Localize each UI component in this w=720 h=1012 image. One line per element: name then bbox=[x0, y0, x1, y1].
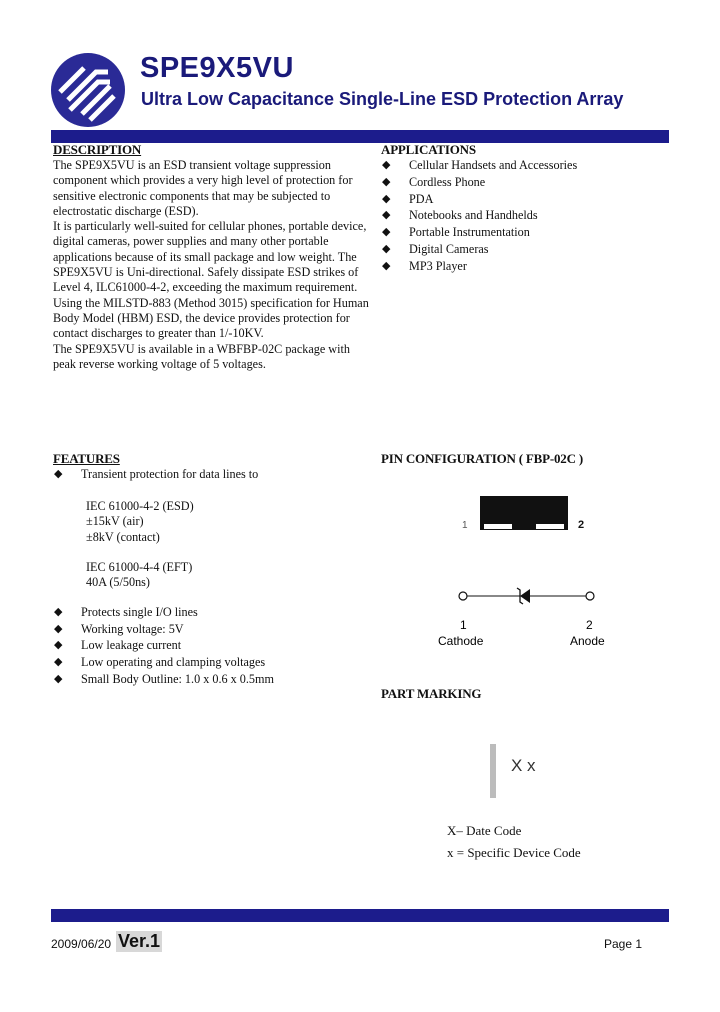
anode-number: 2 bbox=[586, 618, 593, 632]
list-item: ◆ Cellular Handsets and Accessories bbox=[382, 158, 578, 172]
description-paragraph: It is particularly well-suited for cellular phones, portable device, digital cameras, power supplies and many other portable applications because of its small package and low weight. The SPE9X5VU is Uni-directional. Safely dissipate ESD strikes of Level 4, ILC61000-4-2, exceeding the maximum requirement. Using the MILSTD-883 (Method 3015) specification for Human Body Model (HBM) ESD, the device provides protection for contact discharges to greater than 1/-10KV. bbox=[53, 219, 369, 341]
header-divider-bar bbox=[51, 130, 669, 143]
version-badge: Ver.1 bbox=[118, 931, 161, 951]
part-marking-heading: PART MARKING bbox=[381, 686, 482, 701]
pin2-label: 2 bbox=[578, 519, 585, 531]
spec-line: IEC 61000-4-2 (ESD) bbox=[86, 499, 194, 513]
spec-line: ±15kV (air) bbox=[86, 514, 144, 529]
spec-line: ±8kV (contact) bbox=[86, 529, 160, 544]
diamond-bullet-icon: ◆ bbox=[382, 259, 391, 272]
pin-config-heading: PIN CONFIGURATION ( FBP-02C ) bbox=[381, 451, 583, 466]
list-item: ◆ Transient protection for data lines to bbox=[54, 467, 259, 481]
company-logo-icon bbox=[50, 52, 126, 128]
product-title: SPE9X5VU bbox=[140, 52, 294, 84]
diamond-bullet-icon: ◆ bbox=[54, 468, 63, 480]
diamond-bullet-icon: ◆ bbox=[54, 672, 63, 685]
diamond-bullet-icon: ◆ bbox=[54, 622, 63, 635]
esd-spec-block bbox=[86, 499, 194, 545]
page-number: Page 1 bbox=[604, 937, 643, 951]
diamond-bullet-icon: ◆ bbox=[382, 242, 391, 255]
list-item: ◆ Digital Cameras bbox=[382, 241, 489, 256]
diamond-bullet-icon: ◆ bbox=[382, 175, 391, 188]
list-item: ◆ Portable Instrumentation bbox=[382, 225, 530, 240]
diamond-bullet-icon: ◆ bbox=[54, 639, 63, 652]
cathode-label: Cathode bbox=[438, 634, 484, 648]
applications-heading: APPLICATIONS bbox=[381, 142, 476, 157]
description-paragraph: The SPE9X5VU is available in a WBFBP-02C package with peak reverse working voltage of 5 voltages. bbox=[53, 341, 350, 371]
diamond-bullet-icon: ◆ bbox=[54, 606, 63, 618]
spec-line: 40A (5/50ns) bbox=[86, 575, 150, 590]
features-list bbox=[53, 605, 274, 688]
description-paragraph: The SPE9X5VU is an ESD transient voltage suppression component which provides a very high level of protection for sensitive electronic components that may be subjected to electrostatic discharge (ESD). bbox=[53, 158, 353, 218]
footer-divider-bar bbox=[51, 909, 669, 922]
list-item: ◆ Low operating and clamping voltages bbox=[54, 655, 266, 670]
list-item: ◆ MP3 Player bbox=[382, 258, 467, 273]
features-list-top bbox=[53, 467, 258, 482]
package-outline-diagram bbox=[460, 492, 590, 536]
product-subtitle: Ultra Low Capacitance Single-Line ESD Protection Array bbox=[141, 89, 624, 109]
diamond-bullet-icon: ◆ bbox=[54, 656, 63, 669]
list-item: ◆ Working voltage: 5V bbox=[54, 621, 184, 636]
marking-code: X x bbox=[511, 756, 536, 775]
list-item: ◆ Low leakage current bbox=[54, 638, 182, 653]
list-item: ◆ Protects single I/O lines bbox=[54, 605, 198, 619]
list-item: ◆ Cordless Phone bbox=[382, 174, 486, 189]
diode-symbol-diagram bbox=[438, 578, 610, 648]
features-heading: FEATURES bbox=[53, 451, 120, 466]
anode-label: Anode bbox=[570, 634, 605, 648]
diamond-bullet-icon: ◆ bbox=[382, 192, 391, 205]
cathode-number: 1 bbox=[460, 618, 467, 632]
list-item: ◆ Notebooks and Handhelds bbox=[382, 208, 538, 223]
spec-line: IEC 61000-4-4 (EFT) bbox=[86, 560, 193, 574]
applications-list bbox=[381, 158, 577, 276]
footer-date: 2009/06/20 bbox=[51, 937, 112, 951]
list-item: ◆ PDA bbox=[382, 191, 434, 206]
marking-legend-date: X– Date Code bbox=[447, 823, 522, 838]
diamond-bullet-icon: ◆ bbox=[382, 209, 391, 222]
diamond-bullet-icon: ◆ bbox=[382, 159, 391, 171]
description-text bbox=[53, 158, 369, 372]
pin1-label: 1 bbox=[462, 520, 468, 531]
marking-legend-device: x = Specific Device Code bbox=[447, 845, 581, 860]
description-heading: DESCRIPTION bbox=[53, 142, 142, 157]
eft-spec-block bbox=[86, 560, 192, 591]
list-item: ◆ Small Body Outline: 1.0 x 0.6 x 0.5mm bbox=[54, 671, 274, 686]
diamond-bullet-icon: ◆ bbox=[382, 226, 391, 239]
marking-diagram bbox=[490, 744, 600, 798]
